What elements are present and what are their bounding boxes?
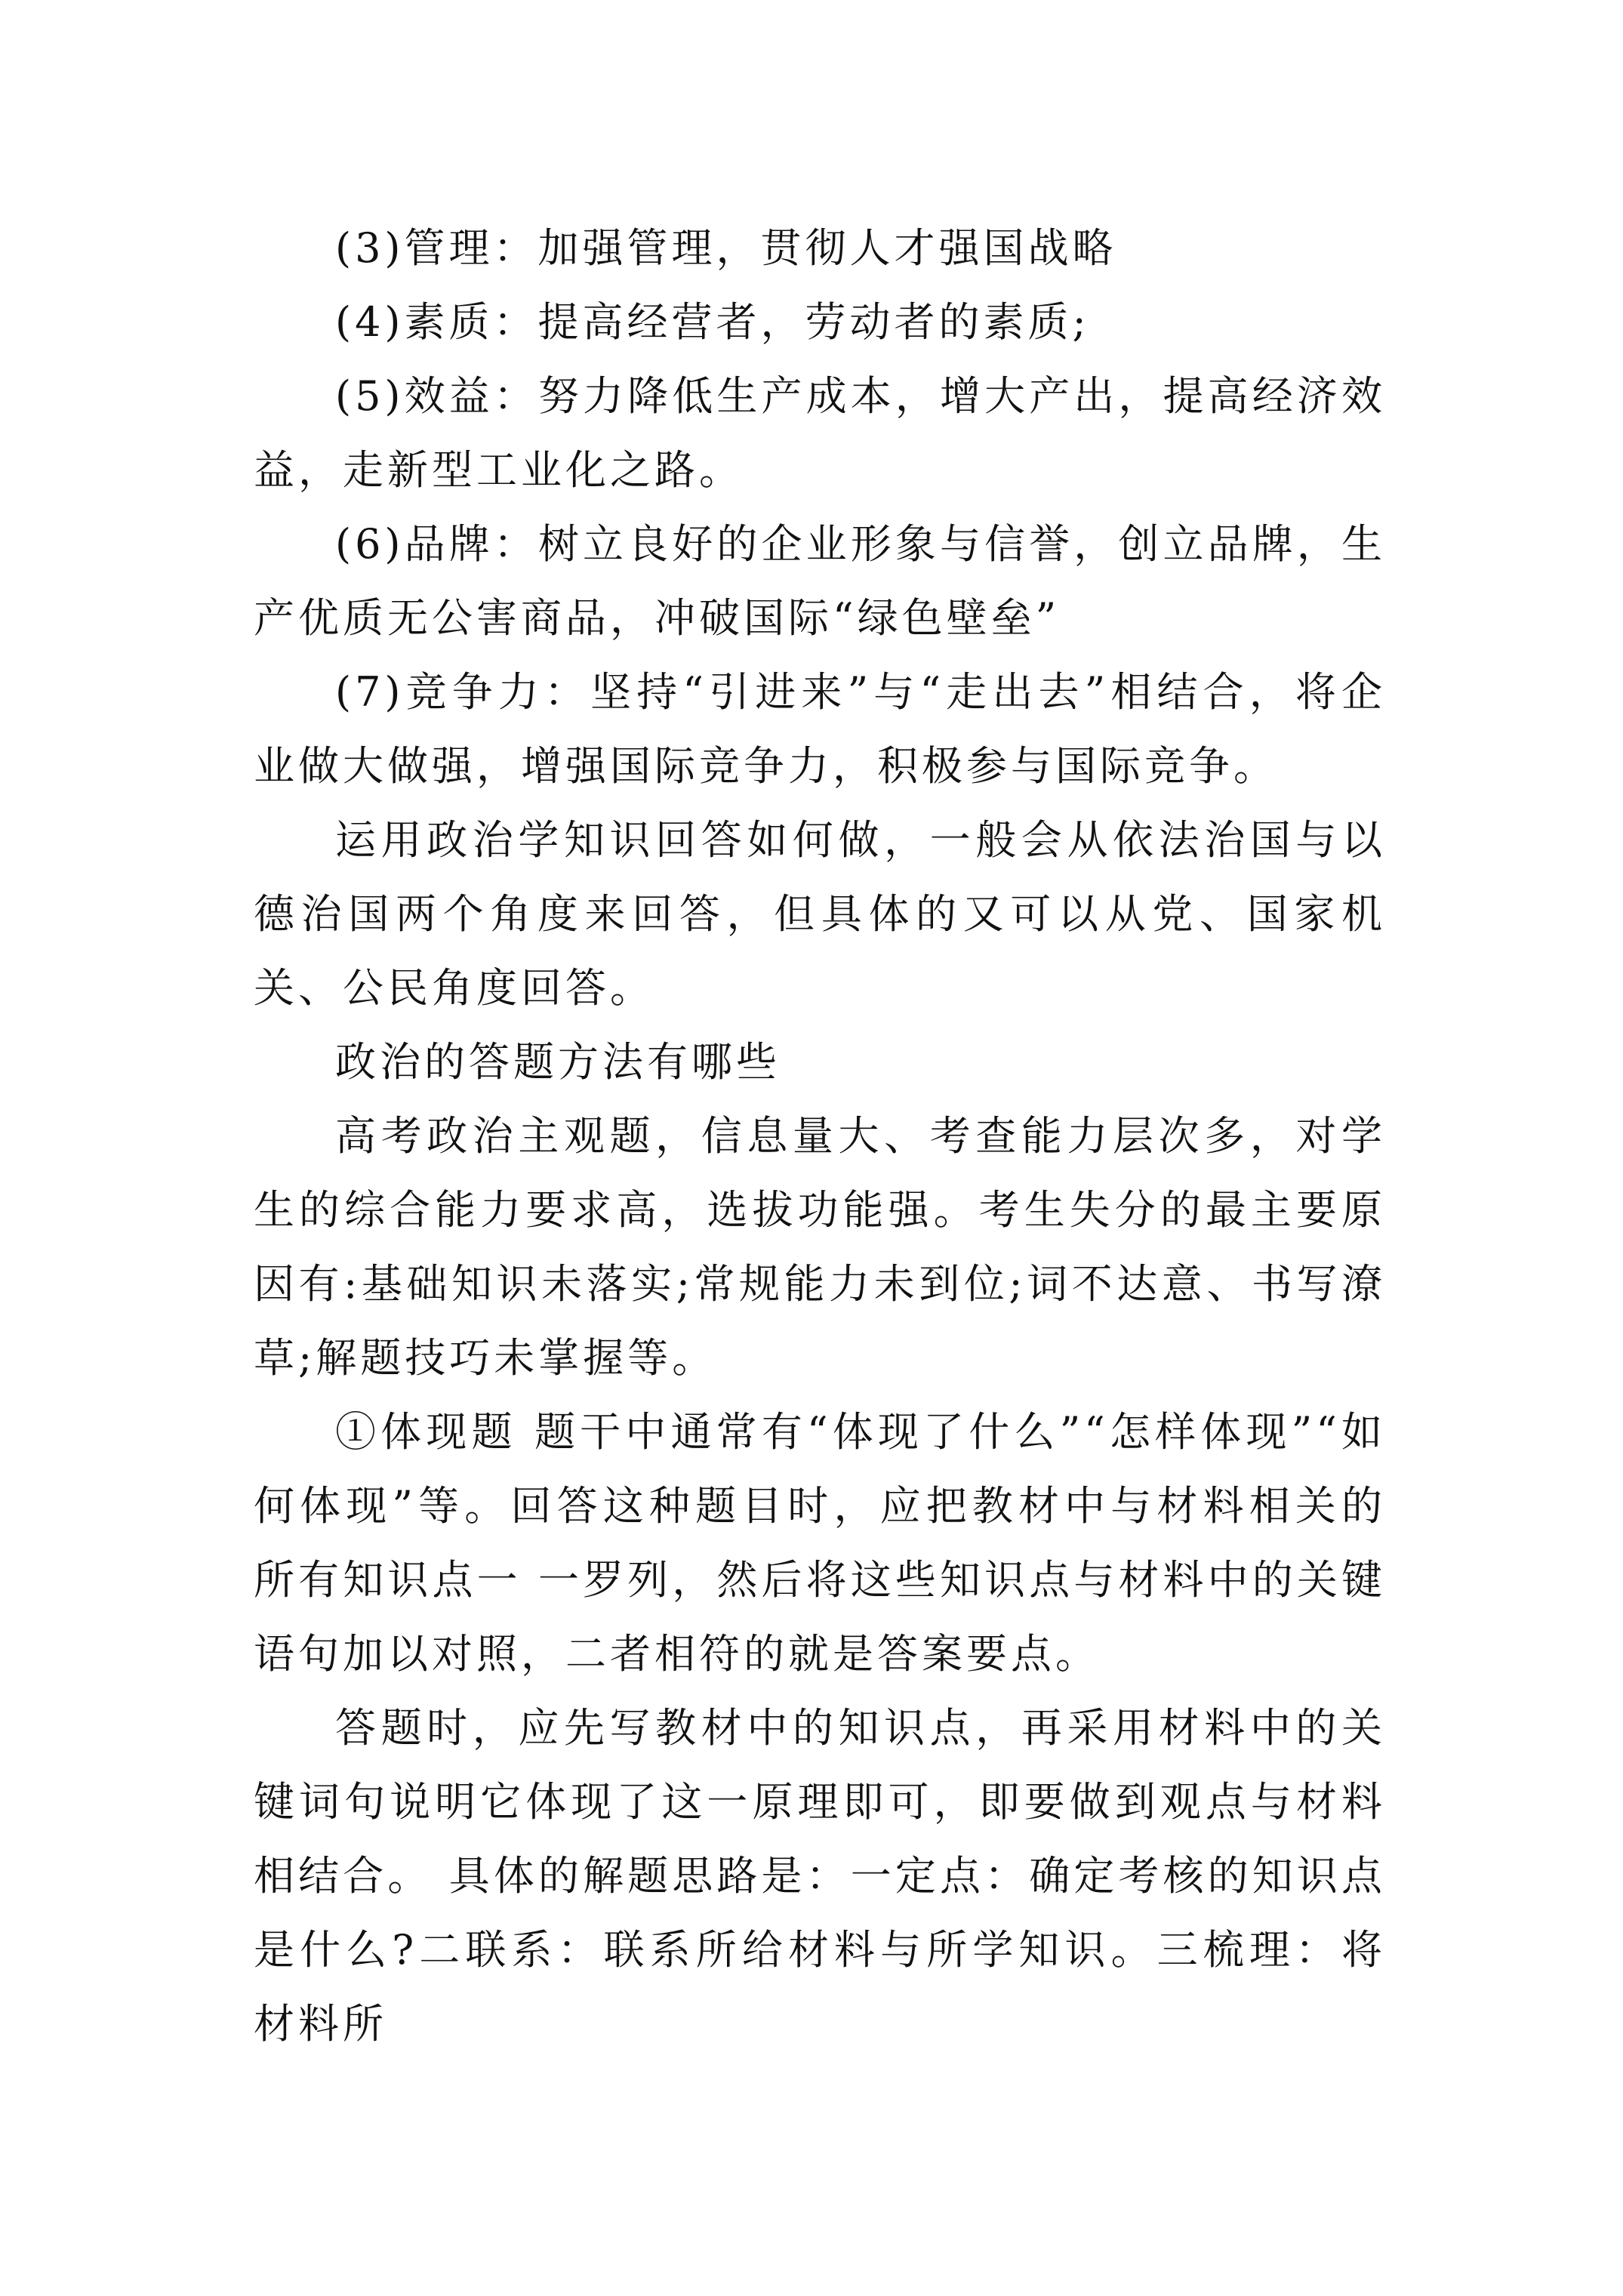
paragraph-quality: (4)素质：提高经营者，劳动者的素质; — [335, 298, 1090, 346]
paragraph-politics-knowledge: 运用政治学知识回答如何做，一般会从依法治国与以德治国两个角度来回答，但具体的又可以从党、国家机关、公民角度回答。 — [254, 816, 1386, 1012]
paragraph-management: (3)管理：加强管理，贯彻人才强国战略 — [335, 224, 1117, 272]
paragraph-competitiveness: (7)竞争力：坚持“引进来”与“走出去”相结合，将企业做大做强，增强国际竞争力，积极参与国际竞争。 — [254, 668, 1386, 790]
paragraph-brand: (6)品牌：树立良好的企业形象与信誉，创立品牌，生产优质无公害商品，冲破国际“绿色壁垒” — [254, 520, 1386, 642]
paragraph-efficiency: (5)效益：努力降低生产成本，增大产出，提高经济效益，走新型工业化之路。 — [254, 372, 1386, 494]
paragraph-reflection-question: ①体现题 题干中通常有“体现了什么”“怎样体现”“如何体现”等。回答这种题目时，应把教材中与材料相关的所有知识点一 一罗列，然后将这些知识点与材料中的关键语句加以对照，二者相符的就是答案要点。 — [254, 1408, 1386, 1678]
section-heading: 政治的答题方法有哪些 — [335, 1038, 781, 1086]
paragraph-exam-intro: 高考政治主观题，信息量大、考查能力层次多，对学生的综合能力要求高，选拔功能强。考生失分的最主要原因有:基础知识未落实;常规能力未到位;词不达意、书写潦草;解题技巧未掌握等。 — [254, 1112, 1386, 1382]
document-body — [254, 211, 1386, 2061]
paragraph-answer-method: 答题时，应先写教材中的知识点，再采用材料中的关键词句说明它体现了这一原理即可，即要做到观点与材料相结合。 具体的解题思路是：一定点：确定考核的知识点是什么?二联系：联系所给材料与所学知识。三梳理：将材料所 — [254, 1704, 1386, 2048]
